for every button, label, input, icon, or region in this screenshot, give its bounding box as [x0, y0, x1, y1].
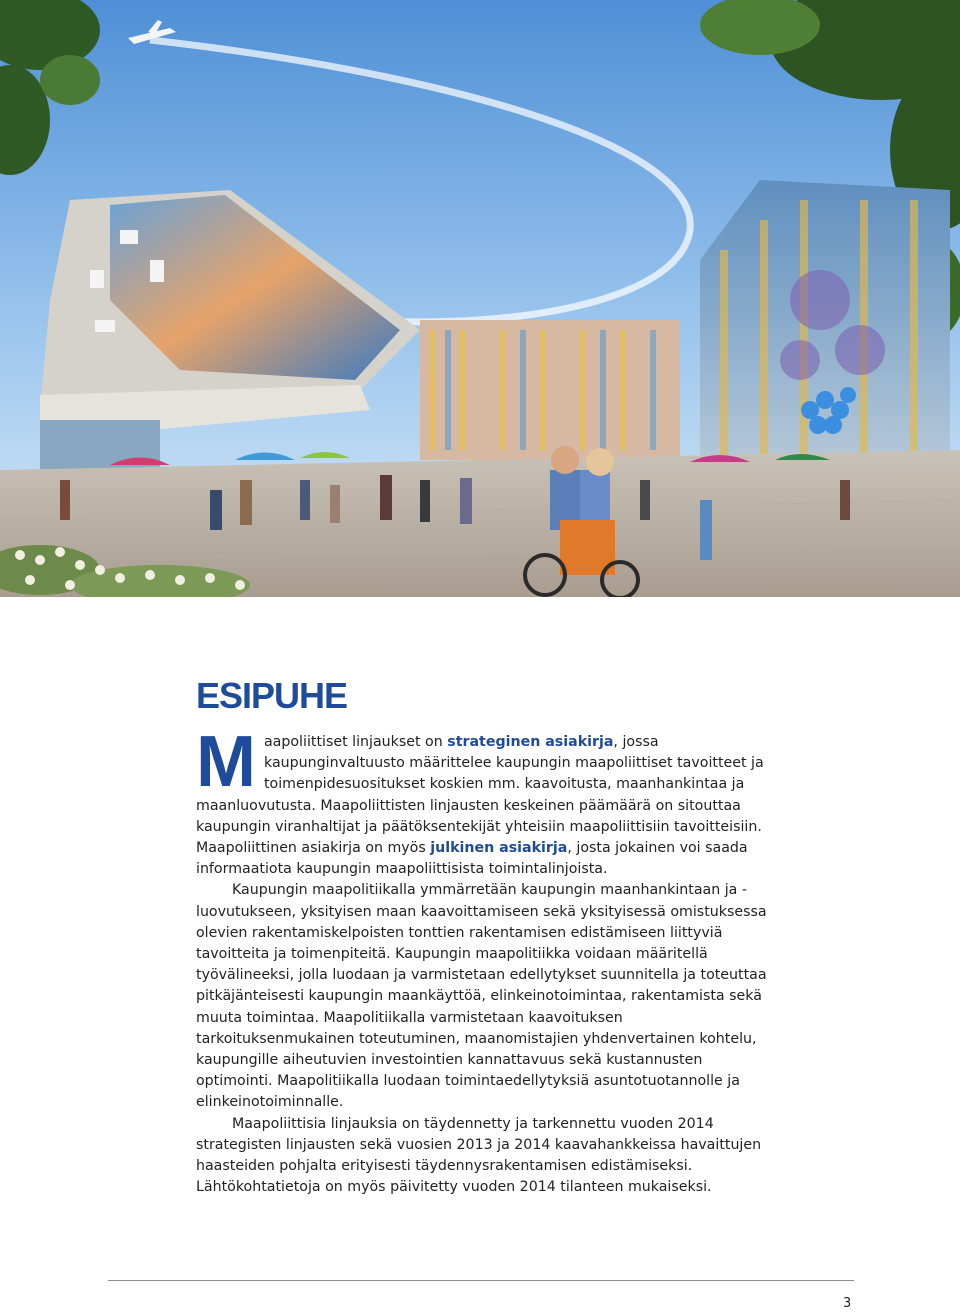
paragraph-2: Kaupungin maapolitiikalla ymmärretään kaupungin maanhankintaan ja -luovutukseen, yksityisen maan kaavoittamiseen sekä yksityisessä omistuksessa olevien rakentamiskelpoisten tonttien rakentamisen edistämiseen liittyviä tavoitteita ja toimenpiteitä. Kaupungin maapolitiikka voidaan määritellä työvälineeksi, jolla luodaan ja varmistetaan edellytykset suunnitella ja toteuttaa pitkäjänteisesti kaupungin maankäyttöä, elinkeinotoimintaa, rakentamista sekä muuta toimintaa. Maapolitiikalla varmistetaan kaavoituksen tarkoituksenmukainen toteutuminen, maanomistajien yhdenvertainen kohtelu, kaupungille aiheutuvien investointien kannattavuus sekä kustannusten optimointi. Maapolitiikalla luodaan toimintaedellytyksiä asuntotuotannolle ja elinkeinotoiminnalle. — [196, 882, 767, 1111]
city-square-illustration — [0, 0, 960, 597]
drop-cap: M — [196, 722, 256, 802]
paragraph-1-text-b: , jossa kaupunginvaltuusto määrittelee kaupungin maapoliittiset tavoitteet ja toimenpidesuositukset koskien mm. kaavoitusta, maanhankintaa ja maanluovutusta. Maapoliittisten linjausten keskeinen päämäärä on sitouttaa kaupungin viranhaltijat ja päätöksentekijät yhteisiin maapoliittisiin tavoitteisiin. Maapoliittinen asiakirja on myös — [196, 734, 764, 857]
article-body — [196, 722, 771, 1198]
paragraph-3: Maapoliittisia linjauksia on täydennetty ja tarkennettu vuoden 2014 strategisten linjausten sekä vuosien 2013 ja 2014 kaavahankkeissa havaittujen haasteiden pohjalta erityisesti täydennysrakentamisen edistämiseksi. Lähtökohtatietoja on myös päivitetty vuoden 2014 tilanteen mukaiseksi. — [196, 1115, 762, 1196]
highlight-strateginen-asiakirja: strateginen asiakirja — [447, 734, 614, 750]
paragraph-1-text-a: aapoliittiset linjaukset on — [263, 734, 448, 750]
paragraph-1-text-c: , josta jokainen voi saada informaatiota kaupungin maapoliittisista toimintalinjoista. — [196, 840, 748, 878]
hero-illustration — [0, 0, 960, 597]
page-title: ESIPUHE — [196, 675, 348, 716]
footer-divider — [108, 1280, 854, 1281]
page-number: 3 — [843, 1296, 852, 1311]
paragraph-1 — [196, 722, 771, 880]
highlight-julkinen-asiakirja: julkinen asiakirja — [430, 840, 568, 857]
